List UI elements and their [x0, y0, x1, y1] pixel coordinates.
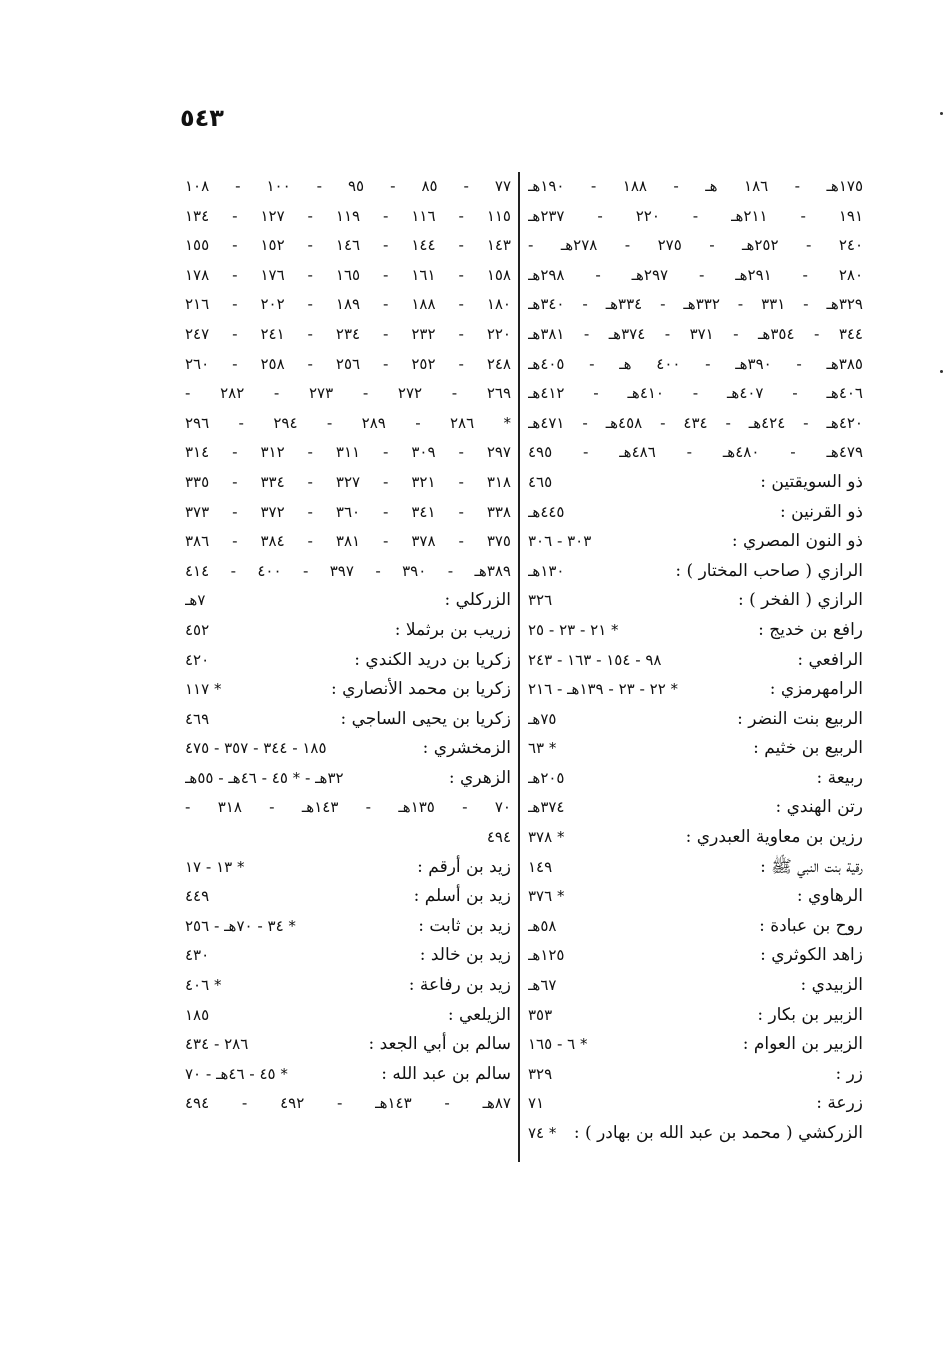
index-entry [528, 764, 863, 794]
index-entry [528, 202, 863, 232]
index-entry [528, 498, 863, 528]
entry-pages: * ٦ - ١٦٥ [528, 1035, 588, 1054]
index-entry [185, 290, 511, 320]
entry-pages: ١٤٩ [528, 857, 553, 876]
entry-pages: ٤٦٩ [185, 709, 210, 728]
entry-pages: ٣١٨ - ٣٢١ - ٣٢٧ - ٣٣٤ - ٣٣٥ [185, 472, 511, 491]
entry-name: سالم بن عبد الله : [381, 1063, 511, 1084]
entry-pages: ١٨٠ - ١٨٨ - ١٨٩ - ٢٠٢ - ٢١٦ [185, 295, 511, 314]
entry-name: زكريا بن محمد الأنصاري : [330, 679, 511, 700]
entry-name: الرامهرمزي : [769, 679, 863, 700]
entry-name: ذو النون المصري : [731, 531, 863, 552]
entry-name: زيد بن ثابت : [418, 915, 511, 936]
entry-name: زيد بن رفاعة : [408, 975, 511, 996]
index-entry [185, 941, 511, 971]
entry-pages: ٣٢٦ [528, 591, 553, 610]
index-entry [185, 646, 511, 676]
index-entry [528, 586, 863, 616]
index-entry [528, 320, 863, 350]
index-entry [528, 971, 863, 1001]
entry-pages: ١٣٠هـ [528, 561, 565, 580]
entry-pages: ٣٢٩ [528, 1064, 553, 1083]
index-entry [528, 823, 863, 853]
index-entry [185, 882, 511, 912]
index-entry [185, 231, 511, 261]
entry-pages: ٤٣٠ [185, 946, 210, 965]
entry-pages: * ٤٠٦ [185, 976, 222, 995]
index-entry [185, 409, 511, 439]
entry-pages: ٣٧٥ - ٣٧٨ - ٣٨١ - ٣٨٤ - ٣٨٦ [185, 532, 511, 551]
entry-name: الرازي ( الفخر ) : [738, 590, 863, 611]
index-entry [185, 527, 511, 557]
entry-name: الزهري : [448, 767, 511, 788]
entry-pages: ٢٨٠ - ٢٩١هـ - ٢٩٧هـ - ٢٩٨هـ [528, 265, 863, 284]
index-entry [528, 231, 863, 261]
entry-name: رزين بن معاوية العبدري : [685, 827, 863, 848]
entry-name: رتن الهندي : [775, 797, 863, 818]
index-entry [528, 616, 863, 646]
entry-pages: * ٤٥ - ٤٦هـ - ٧٠ [185, 1064, 288, 1083]
index-entry [185, 1089, 511, 1119]
index-entry [185, 616, 511, 646]
entry-pages: ٤٤٥هـ [528, 502, 565, 521]
index-entry [528, 705, 863, 735]
entry-pages: * ١١٧ [185, 680, 222, 699]
entry-name: زيد بن أسلم : [413, 886, 511, 907]
index-entry [528, 1030, 863, 1060]
entry-name: رقية بنت النبي ﷺ : [760, 856, 863, 877]
entry-pages: ٣٥٣ [528, 1005, 553, 1024]
index-entry [185, 350, 511, 380]
entry-name: الزركشي ( محمد بن عبد الله بن بهادر ) : [573, 1123, 863, 1143]
entry-pages: ١٧٥هـ - ١٨٦ هـ - ١٨٨ - ١٩٠هـ [528, 177, 863, 195]
index-entry [528, 290, 863, 320]
entry-pages: ٤٠٦هـ - ٤٠٧هـ - ٤١٠هـ - ٤١٢هـ [528, 384, 863, 403]
entry-pages: ٧١ [528, 1094, 545, 1113]
entry-pages: * ٣٧٨ [528, 828, 565, 847]
entry-pages: ٢٨٦ - ٤٣٤ [185, 1035, 249, 1054]
index-entry [528, 557, 863, 587]
index-entry [185, 438, 511, 468]
index-entry [528, 734, 863, 764]
entry-name: زر : [835, 1063, 863, 1084]
entry-pages: ١٩١ - ٢١١هـ - ٢٢٠ - ٢٣٧هـ [528, 206, 863, 225]
index-entry [528, 1089, 863, 1119]
entry-pages: ١١٥ - ١١٦ - ١١٩ - ١٢٧ - ١٣٤ [185, 206, 511, 225]
margin-mark [940, 112, 943, 115]
entry-pages: ٣٠٣ - ٣٠٦ [528, 532, 592, 551]
entry-name: الزبير بن العوام : [742, 1034, 863, 1055]
entry-name: الربيع بن خثيم : [753, 738, 863, 759]
entry-name: زيد بن أرقم : [417, 856, 511, 877]
index-entry [528, 941, 863, 971]
entry-pages: ٢٤٨ - ٢٥٢ - ٢٥٦ - ٢٥٨ - ٢٦٠ [185, 354, 511, 373]
entry-pages: * ٢١ - ٢٣ - ٢٥ [528, 620, 619, 639]
index-entry [528, 527, 863, 557]
index-entry [185, 202, 511, 232]
index-entry [185, 793, 511, 823]
entry-pages: ١٢٥هـ [528, 946, 565, 965]
index-entry [185, 971, 511, 1001]
index-entry [528, 409, 863, 439]
index-entry [528, 438, 863, 468]
index-entry [528, 1001, 863, 1031]
column-divider [518, 172, 520, 1162]
entry-pages: ٧هـ [185, 591, 206, 610]
index-entry [185, 261, 511, 291]
index-entry [528, 793, 863, 823]
entry-pages: ٣٨٥هـ - ٣٩٠هـ - ٤٠٠ هـ - ٤٠٥هـ [528, 354, 863, 373]
entry-pages: ٧٥هـ [528, 709, 557, 728]
index-entry [528, 882, 863, 912]
entry-pages: ٣٣٨ - ٣٤١ - ٣٦٠ - ٣٧٢ - ٣٧٣ [185, 502, 511, 521]
entry-pages: ٢٢٠ - ٢٣٢ - ٢٣٤ - ٢٤١ - ٢٤٧ [185, 324, 511, 343]
entry-pages: ٦٧هـ [528, 976, 557, 995]
entry-pages: ٤٦٥ [528, 472, 553, 491]
index-entry [185, 734, 511, 764]
entry-pages: ٤٥٢ [185, 620, 210, 639]
index-entry [185, 1060, 511, 1090]
index-entry [528, 379, 863, 409]
entry-pages: ٣٤٤ - ٣٥٤هـ - ٣٧١ - ٣٧٤هـ - ٣٨١هـ [528, 324, 863, 343]
entry-name: زاهد الكوثري : [760, 945, 863, 966]
left-column [185, 172, 511, 1119]
margin-mark [940, 370, 943, 373]
entry-name: زكريا بن يحيى الساجي : [340, 708, 511, 729]
entry-name: الزبير بن بكار : [757, 1004, 863, 1025]
index-entry [185, 705, 511, 735]
entry-pages: * ٢٨٦ - ٢٨٩ - ٢٩٤ - ٢٩٦ [185, 413, 511, 432]
index-entry [528, 172, 863, 202]
index-entry [528, 261, 863, 291]
index-entry [185, 1030, 511, 1060]
index-entry [528, 1119, 863, 1149]
entry-pages: * ٣٤ - ٧٠هـ - ٢٥٦ [185, 916, 296, 935]
entry-name: رافع بن خديج : [758, 619, 863, 640]
index-entry [528, 675, 863, 705]
index-entry [185, 320, 511, 350]
entry-name: روح بن عبادة : [759, 915, 863, 936]
entry-name: الرازي ( صاحب المختار ) : [675, 560, 863, 581]
entry-pages: ١٤٣ - ١٤٤ - ١٤٦ - ١٥٢ - ١٥٥ [185, 236, 511, 255]
page-number: ٥٤٣ [180, 104, 224, 132]
index-entry [528, 1060, 863, 1090]
entry-pages: ٣٧٤هـ [528, 798, 565, 817]
index-entry [185, 675, 511, 705]
entry-name: ربيعة : [816, 767, 863, 788]
entry-name: ذو القرنين : [780, 501, 863, 522]
entry-pages: * ٢٢ - ٢٣ - ١٣٩هـ - ٢١٦ [528, 680, 679, 699]
index-entry [185, 557, 511, 587]
index-entry [528, 350, 863, 380]
entry-name: زيد بن خالد : [419, 945, 511, 966]
index-entry [185, 498, 511, 528]
right-column [528, 172, 863, 1149]
entry-name: زريب بن برثملا : [394, 619, 511, 640]
entry-name: الرافعي : [797, 649, 863, 670]
entry-name: الرهاوي : [796, 886, 863, 907]
entry-pages: ٢٠٥هـ [528, 768, 565, 787]
index-entry [185, 823, 511, 853]
entry-pages: ٣٨٩هـ - ٣٩٠ - ٣٩٧ - ٤٠٠ - ٤١٤ [185, 561, 511, 580]
entry-pages: ٤٧٩هـ - ٤٨٠هـ - ٤٨٦هـ - ٤٩٥ [528, 443, 863, 462]
entry-pages: ٢٩٧ - ٣٠٩ - ٣١١ - ٣١٢ - ٣١٤ [185, 443, 511, 462]
entry-pages: ٣٢٩هـ - ٣٣١ - ٣٣٢هـ - ٣٣٤هـ - ٣٤٠هـ [528, 295, 863, 314]
index-entry [185, 172, 511, 202]
entry-pages: ٤٤٩ [185, 887, 210, 906]
index-entry [528, 912, 863, 942]
entry-pages: ١٥٨ - ١٦١ - ١٦٥ - ١٧٦ - ١٧٨ [185, 265, 511, 284]
entry-pages: ٨٧هـ - ١٤٣هـ - ٤٩٢ - ٤٩٤ [185, 1094, 511, 1113]
entry-pages: * ٧٤ [528, 1124, 557, 1142]
entry-pages: * ٦٣ [528, 739, 557, 758]
entry-pages: ٢٤٠ - ٢٥٢هـ - ٢٧٥ - ٢٧٨هـ - [528, 236, 863, 255]
index-entry [185, 764, 511, 794]
entry-name: الزمخشري : [422, 738, 511, 759]
index-entry [528, 468, 863, 498]
entry-pages: ١٨٥ [185, 1005, 210, 1024]
index-entry [185, 586, 511, 616]
entry-name: الزيلعي : [447, 1004, 511, 1025]
index-entry [528, 853, 863, 883]
entry-pages: ٤٩٤ [486, 828, 511, 847]
entry-name: الزبيدي : [800, 975, 863, 996]
entry-pages: ٤٢٠هـ - ٤٢٤هـ - ٤٣٤ - ٤٥٨هـ - ٤٧١هـ [528, 413, 863, 432]
entry-pages: * ١٣ - ١٧ [185, 857, 245, 876]
entry-name: الزركلي : [444, 590, 511, 611]
entry-pages: ٧٠ - ١٣٥هـ - ١٤٣هـ - ٣١٨ - [185, 798, 511, 817]
entry-name: زرعة : [816, 1093, 863, 1114]
entry-pages: ٥٨هـ [528, 916, 557, 935]
entry-name: زكريا بن دريد الكندي : [354, 649, 511, 670]
entry-pages: ٤٢٠ [185, 650, 210, 669]
entry-pages: * ٣٧٦ [528, 887, 565, 906]
index-entry [185, 1001, 511, 1031]
entry-name: سالم بن أبي الجعد : [368, 1034, 511, 1055]
entry-name: الربيع بنت النضر : [737, 708, 863, 729]
entry-pages: ٩٨ - ١٥٤ - ١٦٣ - ٢٤٣ [528, 650, 662, 669]
entry-name: ذو السويقتين : [760, 471, 863, 492]
entry-pages: ٣٢هـ - * ٤٥ - ٤٦هـ - ٥٥هـ [185, 768, 344, 787]
index-entry [185, 468, 511, 498]
entry-pages: ١٨٥ - ٣٤٤ - ٣٥٧ - ٤٧٥ [185, 739, 327, 758]
index-entry [528, 646, 863, 676]
entry-pages: ٧٧ - ٨٥ - ٩٥ - ١٠٠ - ١٠٨ [185, 177, 511, 195]
index-entry [185, 379, 511, 409]
entry-pages: ٢٦٩ - ٢٧٢ - ٢٧٣ - ٢٨٢ - [185, 384, 511, 403]
index-entry [185, 912, 511, 942]
index-entry [185, 853, 511, 883]
